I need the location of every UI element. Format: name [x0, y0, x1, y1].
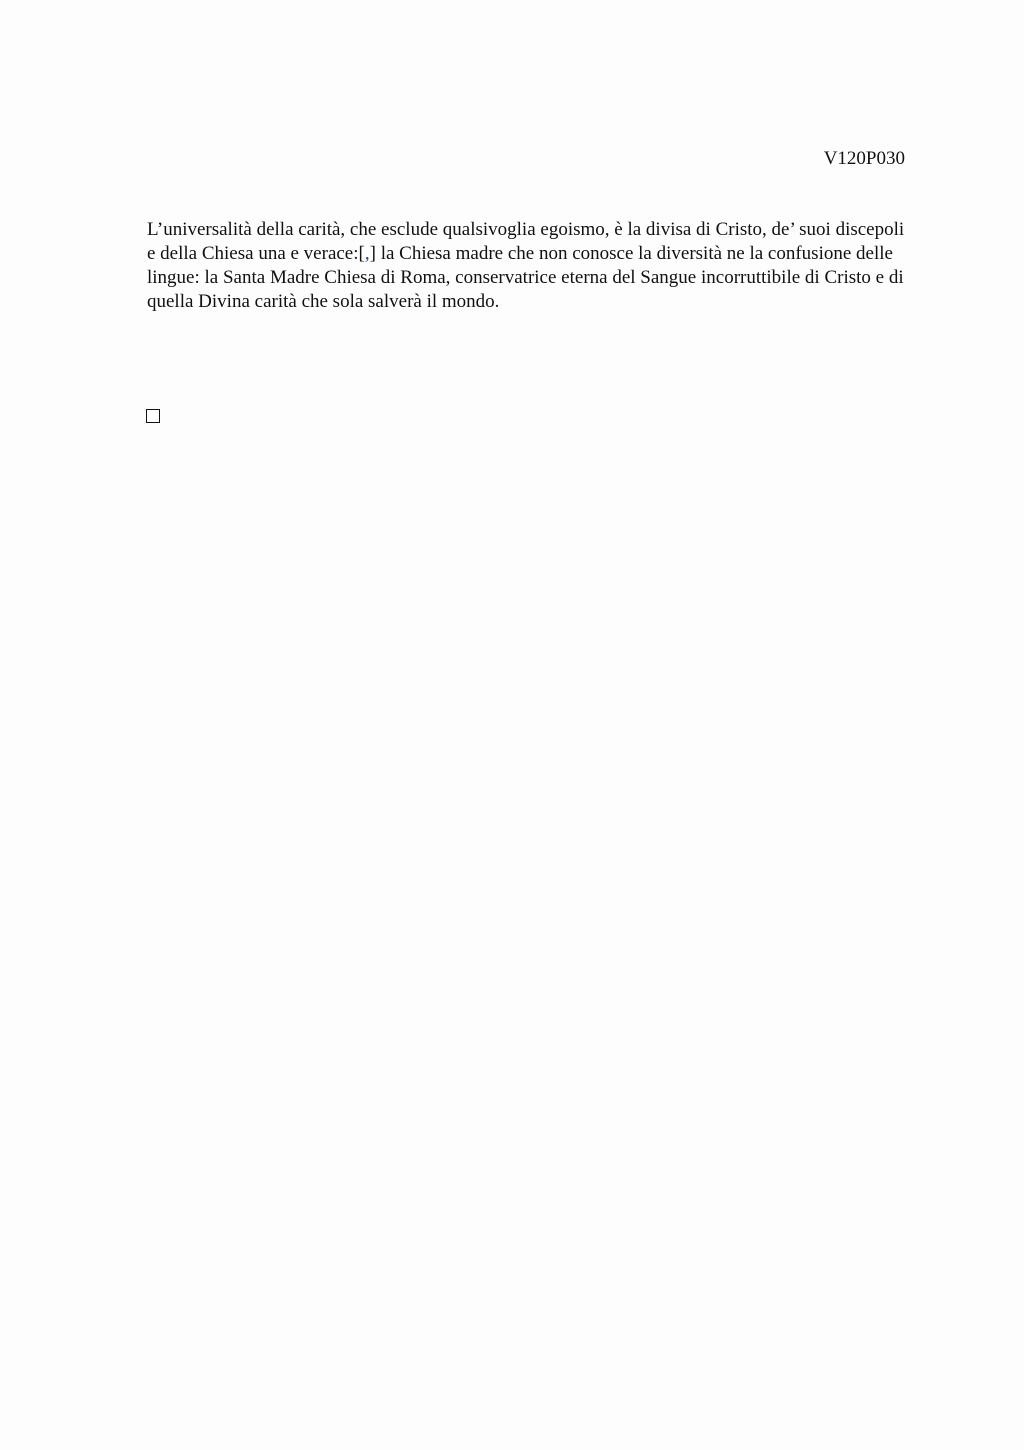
- paragraph-text-start: L’universalità della carità, che esclude qualsivoglia egoismo, è la divisa di Cristo, de’ suoi discepoli e della Chiesa una e verace:: [147, 219, 905, 264]
- bracket-close: ]: [369, 243, 376, 264]
- paragraph-text-end: la Chiesa madre che non conosce la diversità ne la confusione delle lingue: la Santa Madre Chiesa di Roma, conservatrice eterna del Sangue incorruttibile di Cristo e di quella Divina carità che sola salverà il mondo.: [147, 243, 904, 312]
- empty-checkbox-icon: [146, 409, 160, 423]
- editorial-comma-insert: ,: [364, 243, 370, 264]
- page-code: V120P030: [823, 148, 905, 169]
- bracket-open: [: [358, 243, 365, 264]
- body-paragraph: [147, 218, 907, 314]
